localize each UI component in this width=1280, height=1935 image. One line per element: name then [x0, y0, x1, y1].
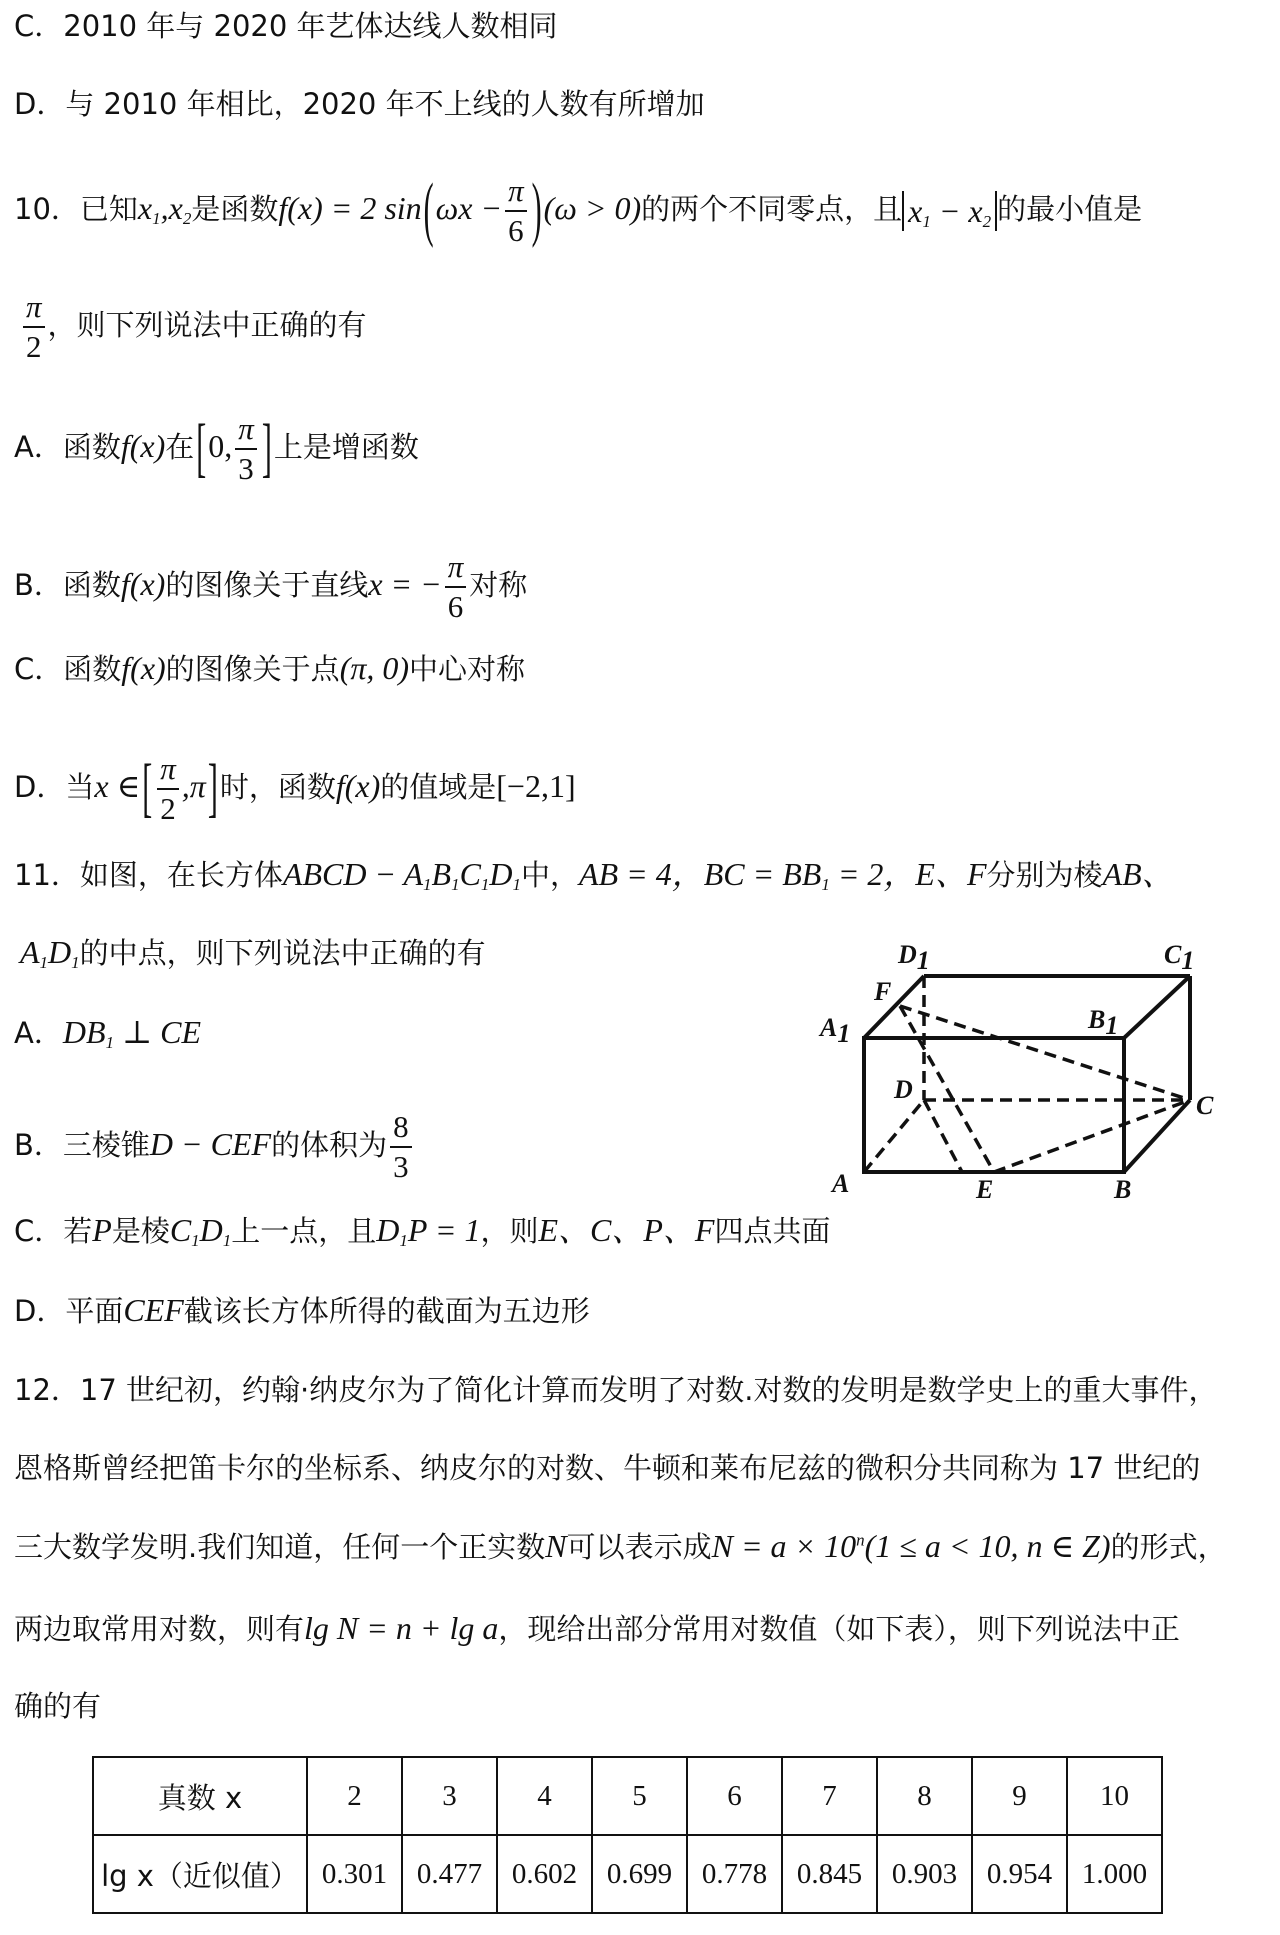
segment-de: [924, 1100, 962, 1172]
left-paren: (: [423, 170, 434, 250]
option-pre: 函数: [62, 430, 121, 464]
label-b1: B1: [1088, 1005, 1119, 1040]
x2: $x_2$: [168, 190, 192, 228]
q12-line3-post: 的形式，: [1110, 1530, 1227, 1564]
q12-line1: 12．17 世纪初，约翰·纳皮尔为了简化计算而发明了对数.对数的发明是数学史上的重大事件，: [14, 1373, 1218, 1407]
table-cell: 3: [402, 1757, 497, 1835]
option-mid: 的图像关于点: [165, 652, 340, 686]
label-a1: A1: [820, 1013, 851, 1048]
pyramid: D − CEF: [149, 1126, 272, 1162]
option-pre: 三棱锥: [62, 1128, 150, 1162]
q10-stem-pre: 10．已知: [14, 192, 138, 226]
line-eq: x = −: [368, 566, 442, 602]
numerator: π: [160, 751, 176, 786]
fx: f(x): [335, 768, 381, 804]
prev-option-c: [14, 8, 558, 44]
denominator: 3: [235, 448, 257, 486]
seg-c: C: [169, 1212, 192, 1248]
table-cell: 0.699: [592, 1835, 687, 1913]
x-in: x ∈: [94, 768, 141, 804]
perp-statement: $DB_1$ ⊥ CE: [62, 1014, 201, 1052]
option-pre: 若: [63, 1214, 93, 1248]
q10-option-d: [14, 752, 576, 826]
table-cell: 4: [497, 1757, 592, 1835]
edge-b1c1: [1124, 976, 1190, 1038]
label-d: D: [894, 1075, 913, 1104]
option-label: C．: [14, 652, 64, 686]
q11-stem2: 中，: [521, 858, 580, 892]
edge-a1d1: [864, 976, 924, 1038]
q10-option-c: [14, 650, 525, 687]
denominator: 2: [157, 788, 179, 826]
option-label: D．: [14, 1294, 66, 1328]
d1p-eq: $D_1P = 1$: [376, 1212, 481, 1250]
q10-option-b: [14, 550, 527, 624]
range: [−2,1]: [496, 768, 576, 804]
interval-right: ,π: [181, 768, 206, 804]
option-post: 截该长方体所得的截面为五边形: [183, 1294, 590, 1328]
front-face: [864, 1038, 1124, 1172]
right-bracket: ]: [261, 411, 272, 485]
table-header-x: 真数 x: [93, 1757, 307, 1835]
label-f: F: [874, 977, 892, 1006]
table-cell: 0.778: [687, 1835, 782, 1913]
option-label: A．: [14, 430, 63, 464]
q11-line2: [20, 934, 486, 971]
q10-stem-end: 的最小值是: [997, 192, 1143, 226]
table-cell: 9: [972, 1757, 1067, 1835]
denominator: 6: [445, 586, 467, 624]
q10-line2-text: ，则下列说法中正确的有: [47, 308, 367, 342]
option-pre: 函数: [62, 568, 121, 602]
log-table: [92, 1756, 1163, 1914]
point-p: P: [92, 1212, 112, 1248]
segment-fc: [900, 1006, 1190, 1100]
box-text: ABCD − A: [282, 856, 424, 892]
denominator: 2: [23, 326, 45, 364]
perp-ce: ⊥ CE: [114, 1014, 201, 1050]
fx: f(x): [121, 650, 166, 686]
table-cell: 0.301: [307, 1835, 402, 1913]
denominator: 3: [390, 1146, 412, 1184]
d1: D: [376, 1212, 400, 1248]
numerator: 8: [393, 1109, 409, 1144]
q12-line4-pre: 两边取常用对数，则有: [14, 1612, 305, 1646]
fx: f(x): [120, 566, 166, 602]
option-pre: 当: [65, 770, 95, 804]
option-text: 与 2010 年相比，2020 年不上线的人数有所增加: [65, 87, 705, 121]
option-mid1: 是棱: [111, 1214, 170, 1248]
option-label: D．: [14, 87, 66, 121]
q12-line2: 恩格斯曾经把笛卡尔的坐标系、纳皮尔的对数、牛顿和莱布尼兹的微积分共同称为 17 世纪的: [14, 1451, 1201, 1485]
table-cell: 8: [877, 1757, 972, 1835]
denominator: 6: [505, 210, 527, 248]
option-post: 上是增函数: [273, 430, 419, 464]
fraction-pi-3: [235, 412, 257, 486]
q11-line2-text: 的中点，则下列说法中正确的有: [79, 936, 486, 970]
q11-option-d: [14, 1292, 590, 1329]
option-post: 对称: [469, 568, 528, 602]
label-e: E: [976, 1175, 994, 1200]
table-cell: 1.000: [1067, 1835, 1162, 1913]
option-mid: 时，函数: [219, 770, 336, 804]
x2-var: x: [168, 190, 183, 226]
fraction-pi-2: [157, 752, 179, 826]
option-mid: 的图像关于直线: [165, 568, 369, 602]
q11-option-c: [14, 1212, 831, 1249]
sci-notation: [712, 1528, 1111, 1564]
q12-line5: 确的有: [14, 1689, 102, 1723]
log-identity: lg N = n + lg a: [304, 1610, 499, 1646]
left-bracket: [: [196, 411, 207, 485]
option-label: C．: [14, 1214, 64, 1248]
option-post: 中心对称: [409, 652, 526, 686]
numerator: π: [508, 173, 524, 208]
ef-points: E、F: [915, 856, 987, 892]
db1: DB: [62, 1014, 106, 1050]
left-bracket: [: [142, 751, 153, 825]
formula-cond: (1 ≤ a < 10, n ∈ Z): [864, 1528, 1111, 1564]
q11-option-b: [14, 1110, 415, 1184]
center-point: (π, 0): [339, 650, 410, 686]
table-header-lg: lg x（近似值）: [93, 1835, 307, 1913]
q10-stem: [14, 170, 1143, 250]
q11-stem: [14, 856, 1174, 893]
option-pre: 函数: [63, 652, 122, 686]
interval-left: 0,: [208, 428, 233, 464]
box-name: ABCD − $A_1B_1C_1D_1$: [282, 856, 522, 894]
bc-end: = 2，: [829, 856, 916, 892]
omega-condition: (ω > 0): [543, 190, 642, 226]
q10-stem-post: 的两个不同零点，且: [641, 192, 903, 226]
edge-ad: [864, 1100, 924, 1172]
q12-line3: [14, 1528, 1227, 1565]
table-row-x: [93, 1757, 1162, 1835]
option-label: B．: [14, 1128, 63, 1162]
q12-line4-post: ，现给出部分常用对数值（如下表），则下列说法中正: [498, 1612, 1180, 1646]
formula-base: N = a × 10: [711, 1528, 857, 1564]
right-bracket: ]: [207, 751, 218, 825]
q10-option-a: [14, 412, 419, 486]
right-paren: ): [531, 170, 542, 250]
option-mid3: ，则: [480, 1214, 539, 1248]
option-label: D．: [14, 770, 66, 804]
q10-stem-mid: 是函数: [191, 192, 279, 226]
option-mid: 在: [165, 430, 195, 464]
fraction-pi-2: [23, 290, 45, 364]
x1: $x_1$,: [137, 190, 169, 228]
table-cell: 2: [307, 1757, 402, 1835]
q11-stem-pre: 11．如图，在长方体: [14, 858, 283, 892]
formula-exp: n: [856, 1530, 865, 1550]
q12-line3-pre: 三大数学发明.我们知道，任何一个正实数: [14, 1530, 546, 1564]
abs-diff: $x_1 - x_2$: [902, 191, 997, 231]
label-d1: D1: [898, 940, 930, 975]
plane-cef: CEF: [123, 1292, 184, 1328]
option-label: C．: [14, 9, 64, 43]
table-cell: 0.954: [972, 1835, 1067, 1913]
option-pre: 平面: [65, 1294, 124, 1328]
label-a: A: [832, 1169, 850, 1198]
fraction-8-3: [390, 1110, 412, 1184]
table-cell: 6: [687, 1757, 782, 1835]
option-label: A．: [14, 1016, 63, 1050]
option-mid: 的体积为: [271, 1128, 388, 1162]
segment-ec: [994, 1100, 1190, 1172]
option-post: 的值域是: [380, 770, 497, 804]
table-cell: 7: [782, 1757, 877, 1835]
cuboid-figure: [812, 930, 1222, 1200]
table-cell: 0.477: [402, 1835, 497, 1913]
seg-a: A: [20, 934, 40, 970]
numerator: π: [26, 289, 42, 324]
q11-option-a: [14, 1014, 201, 1051]
fx: f(x): [120, 428, 166, 464]
table-cell: 5: [592, 1757, 687, 1835]
option-label: B．: [14, 568, 63, 602]
x1-var: x: [137, 190, 153, 226]
label-b: B: [1114, 1175, 1132, 1200]
c1d1-edge: $C_1D_1$: [169, 1212, 232, 1250]
ab-eq: AB = 4: [579, 856, 672, 892]
fraction-pi-6: [445, 550, 467, 624]
table-cell: 0.602: [497, 1835, 592, 1913]
var-n: N: [545, 1528, 567, 1564]
bc-text: ，BC = BB: [671, 856, 822, 892]
table-cell: 0.903: [877, 1835, 972, 1913]
bc-eq: ，BC = $BB_1 = 2$，: [671, 856, 916, 894]
ab-edge: AB、: [1102, 856, 1174, 892]
label-c1: C1: [1164, 940, 1195, 975]
q10-line2: [20, 290, 367, 364]
omega-x: ωx −: [435, 190, 503, 226]
q12-line4: [14, 1610, 1180, 1647]
table-cell: 0.845: [782, 1835, 877, 1913]
range-values: −2,1: [506, 768, 565, 804]
option-text: 2010 年与 2020 年艺体达线人数相同: [63, 9, 558, 43]
option-mid2: 上一点，且: [231, 1214, 377, 1248]
numerator: π: [447, 549, 464, 584]
four-points: E、C、P、F: [538, 1212, 715, 1248]
a1d1-seg: $A_1D_1$: [20, 934, 80, 972]
q12-line3-mid: 可以表示成: [566, 1530, 712, 1564]
numerator: π: [238, 411, 254, 446]
option-post: 四点共面: [714, 1214, 831, 1248]
table-cell: 10: [1067, 1757, 1162, 1835]
fraction-pi-6: [505, 174, 527, 248]
function-def: f(x) = 2 sin: [278, 190, 422, 226]
prev-option-d: [14, 86, 705, 122]
q11-stem3: 分别为棱: [986, 858, 1103, 892]
p-eq: P = 1: [407, 1212, 481, 1248]
label-c: C: [1196, 1091, 1214, 1120]
table-row-lg: [93, 1835, 1162, 1913]
